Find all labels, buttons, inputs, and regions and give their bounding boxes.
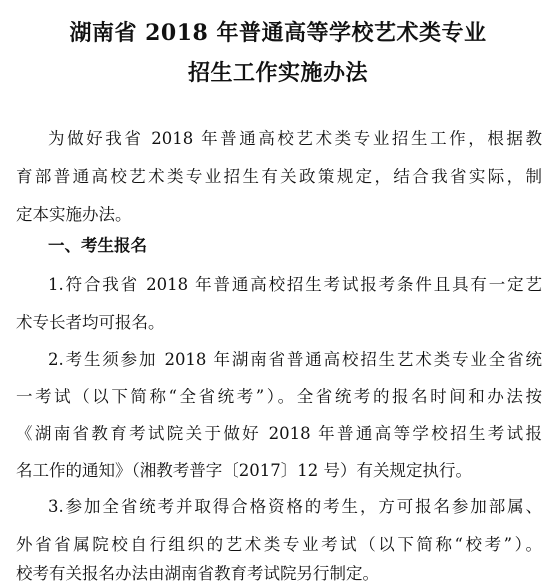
section-heading: 一、考生报名 bbox=[48, 236, 147, 255]
item-2-line: 名工作的通知》（湘教考普字〔2017〕12 号）有关规定执行。 bbox=[16, 461, 472, 480]
item-2-line: 《湖南省教育考试院关于做好 2018 年普通高等学校招生考试报 bbox=[16, 424, 542, 443]
item-3-line: 外省省属院校自行组织的艺术类专业考试（以下简称“校考”）。 bbox=[16, 535, 542, 554]
document-title-line-2: 招生工作实施办法 bbox=[187, 60, 368, 86]
item-1-line: 1.符合我省 2018 年普通高校招生考试报考条件且具有一定艺 bbox=[48, 275, 542, 294]
item-3-line: 3.参加全省统考并取得合格资格的考生，方可报名参加部属、 bbox=[48, 497, 542, 516]
intro-paragraph-line: 定本实施办法。 bbox=[16, 205, 132, 224]
item-1-line: 术专长者均可报名。 bbox=[16, 313, 165, 332]
item-2-line: 一考试（以下简称“全省统考”）。全省统考的报名时间和办法按 bbox=[16, 387, 542, 406]
item-2-line: 2.考生须参加 2018 年湖南省普通高校招生艺术类专业全省统 bbox=[48, 350, 542, 369]
intro-paragraph-line: 育部普通高校艺术类专业招生有关政策规定，结合我省实际，制 bbox=[16, 167, 542, 186]
intro-paragraph-line: 为做好我省 2018 年普通高校艺术类专业招生工作，根据教 bbox=[48, 129, 542, 148]
item-3-line: 校考有关报名办法由湖南省教育考试院另行制定。 bbox=[16, 564, 379, 583]
document-title-line-1: 湖南省 2018 年普通高等学校艺术类专业 bbox=[69, 20, 487, 46]
